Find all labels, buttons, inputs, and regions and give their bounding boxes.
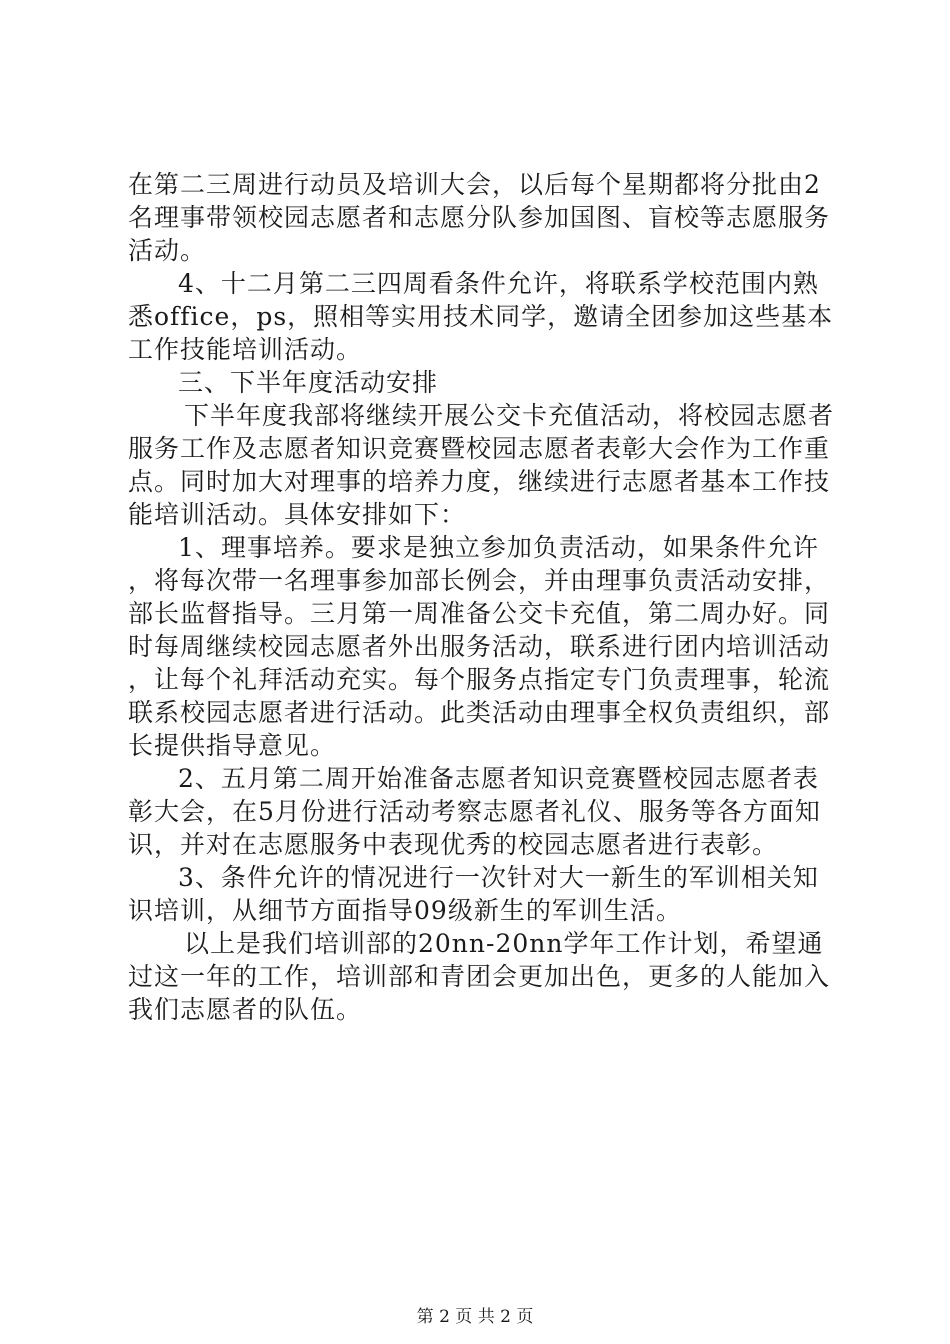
paragraph-item-3: 3、条件允许的情况进行一次针对大一新生的军训相关知识培训，从细节方面指导09级新生的军训生活。 xyxy=(128,863,819,925)
paragraph-item-2: 2、五月第二周开始准备志愿者知识竞赛暨校园志愿者表彰大会，在5月份进行活动考察志愿者礼仪、服务等各方面知识，并对在志愿服务中表现优秀的校园志愿者进行表彰。 xyxy=(128,764,821,859)
paragraph-intro: 下半年度我部将继续开展公交卡充值活动，将校园志愿者服务工作及志愿者知识竞赛暨校园志愿者表彰大会作为工作重点。同时加大对理事的培养力度，继续进行志愿者基本工作技能培训活动。具体安排如下： xyxy=(128,401,835,529)
paragraph-closing: 以上是我们培训部的20nn-20nn学年工作计划，希望通过这一年的工作，培训部和青团会更加出色，更多的人能加入我们志愿者的队伍。 xyxy=(128,929,831,1024)
section-heading: 三、下半年度活动安排 xyxy=(178,368,439,397)
paragraph-item-4: 4、十二月第二三四周看条件允许，将联系学校范围内熟悉office，ps，照相等实用技术同学，邀请全团参加这些基本工作技能培训活动。 xyxy=(128,269,834,364)
document-body xyxy=(128,168,838,1026)
paragraph-continuation: 在第二三周进行动员及培训大会，以后每个星期都将分批由2名理事带领校园志愿者和志愿分队参加国图、盲校等志愿服务活动。 xyxy=(128,170,831,265)
page-number-footer: 第 2 页 共 2 页 xyxy=(416,1307,534,1327)
paragraph-item-1: 1、理事培养。要求是独立参加负责活动，如果条件允许，将每次带一名理事参加部长例会，并由理事负责活动安排，部长监督指导。三月第一周准备公交卡充值，第二周办好。同时每周继续校园志愿者外出服务活动，联系进行团内培训活动，让每个礼拜活动充实。每个服务点指定专门负责理事，轮流联系校园志愿者进行活动。此类活动由理事全权负责组织，部长提供指导意见。 xyxy=(128,533,831,760)
